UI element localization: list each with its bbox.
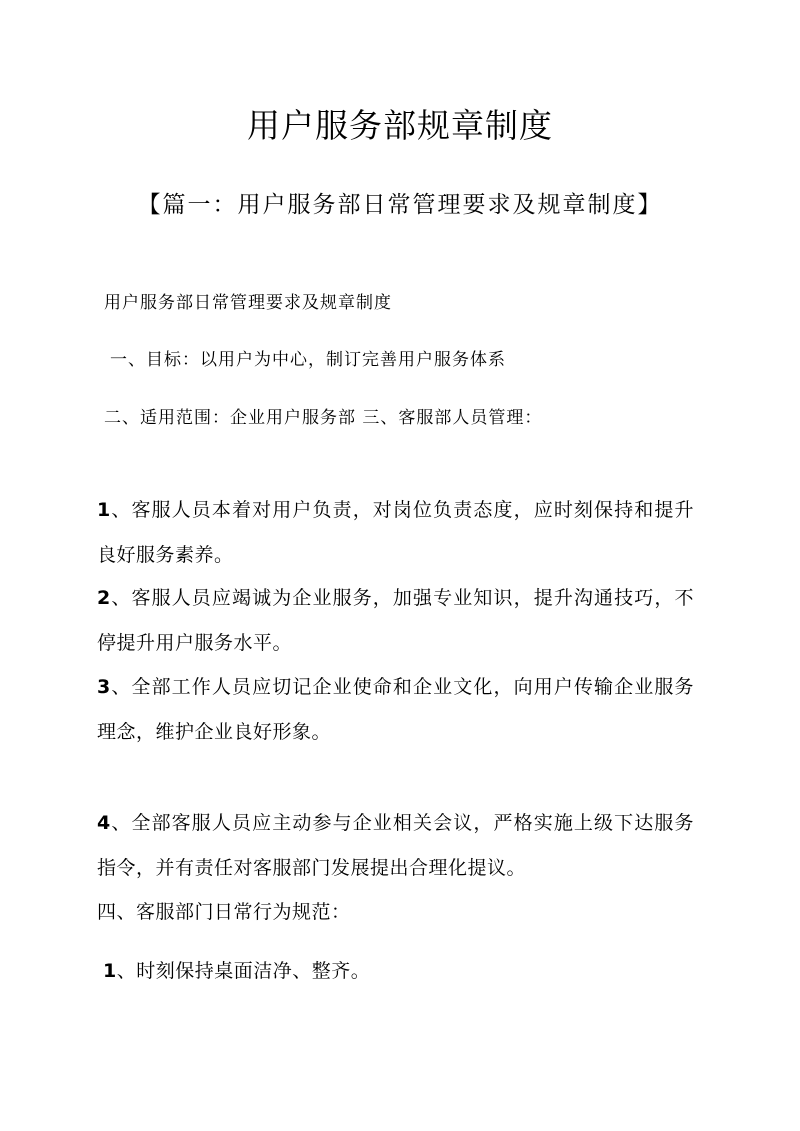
list-item-text: 、全部工作人员应切记企业使命和企业文化，向用户传输企业服务 [110,676,694,698]
document-subtitle: 【篇一：用户服务部日常管理要求及规章制度】 [137,192,663,218]
list-item-number: 1 [97,499,111,521]
list-item-1-line1 [97,495,694,522]
list-item-1-line2: 良好服务素养。 [97,544,234,566]
list-item-text: 、全部客服人员应主动参与企业相关会议，严格实施上级下达服务 [110,812,694,834]
list-item-3-line1 [97,672,694,699]
norm-item-1 [103,956,370,983]
list-item-text: 、客服人员本着对用户负责，对岗位负责态度，应时刻保持和提升 [110,499,694,521]
section-norms: 四、客服部门日常行为规范： [97,901,351,923]
document-title: 用户服务部规章制度 [247,106,553,145]
list-item-2-line2: 停提升用户服务水平。 [97,632,293,654]
list-item-text: 、客服人员应竭诚为企业服务，加强专业知识，提升沟通技巧，不 [110,587,694,609]
list-item-4-line1 [97,808,694,835]
section-heading: 用户服务部日常管理要求及规章制度 [104,293,392,313]
list-item-number: 2 [97,587,111,609]
section-goal: 一、目标：以用户为中心，制订完善用户服务体系 [110,350,506,370]
list-item-number: 1 [103,960,117,982]
list-item-number: 3 [97,676,111,698]
list-item-4-line2: 指令，并有责任对客服部门发展提出合理化提议。 [97,857,527,879]
section-scope: 二、适用范围：企业用户服务部 三、客服部人员管理： [104,408,543,428]
list-item-3-line2: 理念，维护企业良好形象。 [97,721,332,743]
list-item-2-line1 [97,583,694,610]
list-item-number: 4 [97,812,111,834]
list-item-text: 、时刻保持桌面洁净、整齐。 [116,960,371,982]
